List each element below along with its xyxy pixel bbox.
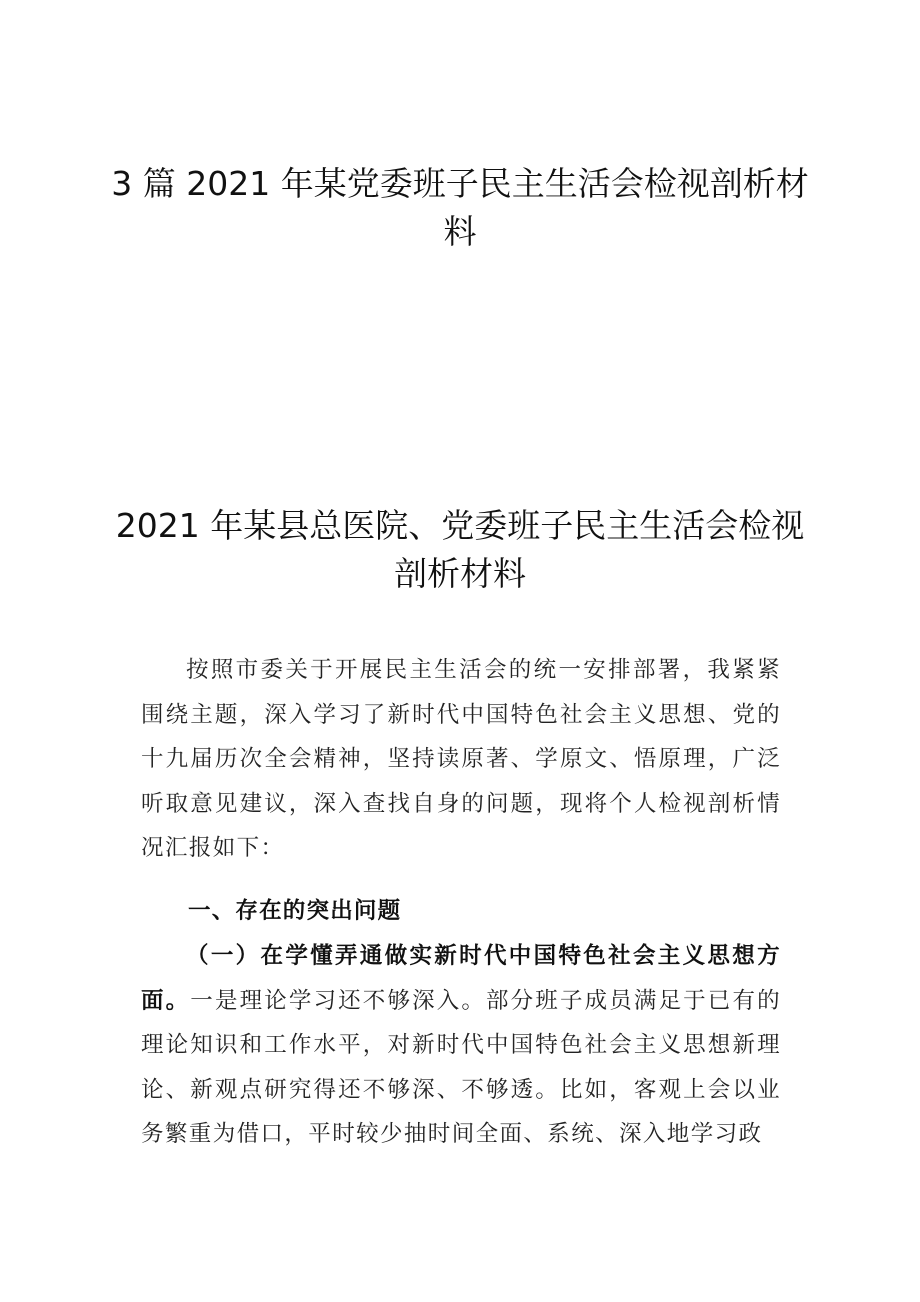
document-subtitle: 2021 年某县总医院、党委班子民主生活会检视剖析材料 — [115, 506, 805, 593]
intro-paragraph: 按照市委关于开展民主生活会的统一安排部署，我紧紧围绕主题，深入学习了新时代中国特色社会主义思想、党的十九届历次全会精神，坚持读原著、学原文、悟原理，广泛听取意见建议，深入查找自身的问题，现将个人检视剖析情况汇报如下： — [141, 657, 781, 862]
subsection-paragraph — [141, 934, 781, 1157]
section-heading: 一、存在的突出问题 — [188, 898, 402, 924]
document-title: 3 篇 2021 年某党委班子民主生活会检视剖析材料 — [111, 164, 809, 251]
subsection-body: 一是理论学习还不够深入。部分班子成员满足于已有的理论知识和工作水平，对新时代中国特色社会主义思想新理论、新观点研究得还不够深、不够透。比如，客观上会以业务繁重为借口，平时较少抽时间全面、系统、深入地学习政 — [141, 987, 781, 1148]
subsection-lead: （一）在学懂弄通做实新时代中国特色社会主义思想方面。 — [141, 943, 781, 1014]
